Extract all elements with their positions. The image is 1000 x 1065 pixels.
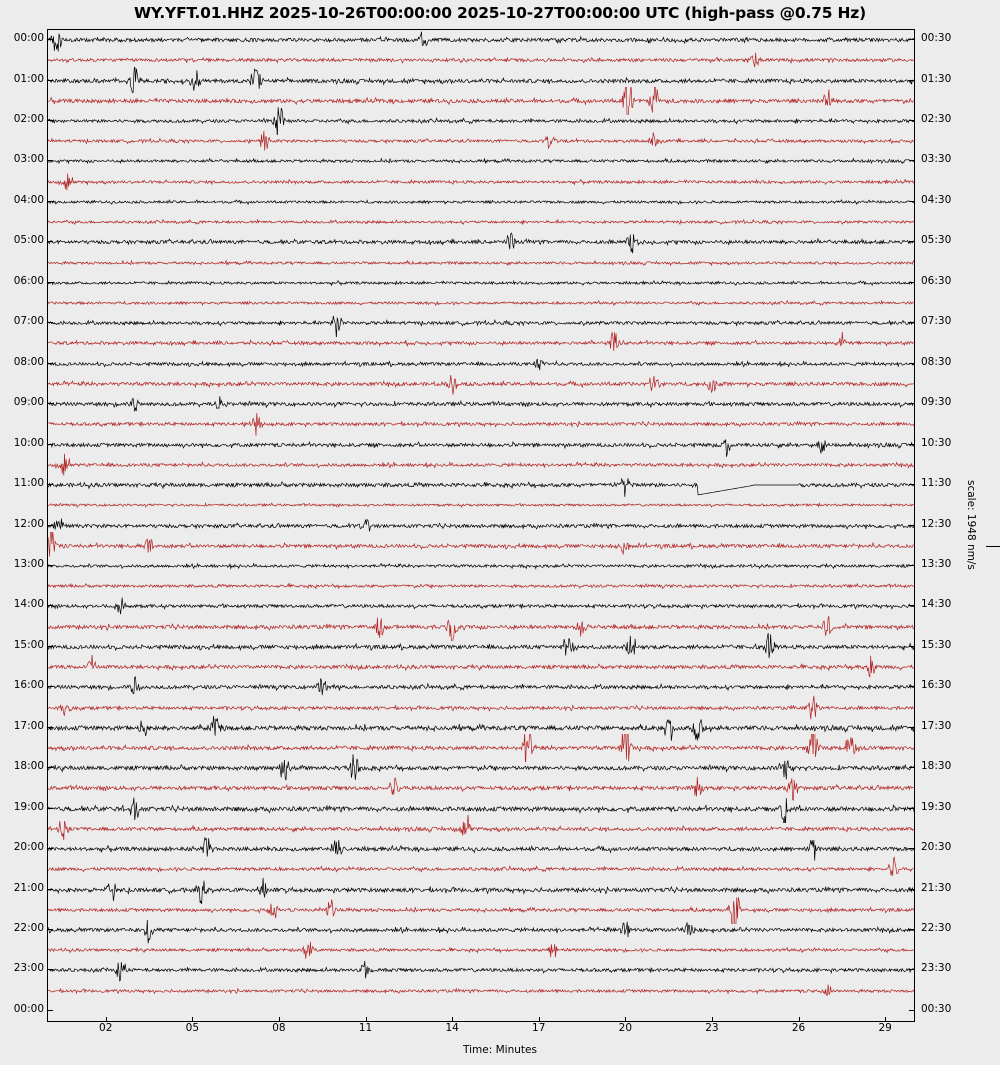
x-tick-label: 05 [185,1022,200,1034]
y-tick-mark-left [48,322,53,323]
y-tick-mark-left [48,969,53,970]
y-tick-left: 13:00 [13,557,44,570]
y-tick-right: 06:30 [921,274,952,287]
y-tick-mark-left [48,646,53,647]
x-tick-mark [885,1017,886,1022]
y-tick-right: 08:30 [921,355,952,368]
y-tick-mark-left [48,525,53,526]
y-tick-mark-right [909,1010,914,1011]
y-tick-mark-right [909,525,914,526]
page-title: WY.YFT.01.HHZ 2025-10-26T00:00:00 2025-10-27T00:00:00 UTC (high-pass @0.75 Hz) [134,4,866,22]
y-tick-mark-right [909,686,914,687]
y-tick-mark-right [909,889,914,890]
y-tick-left: 06:00 [13,274,44,287]
x-tick-mark [366,1017,367,1022]
x-tick-mark [539,1017,540,1022]
x-tick-mark [712,1017,713,1022]
y-tick-right: 18:30 [921,760,952,773]
y-tick-mark-right [909,282,914,283]
y-tick-right: 01:30 [921,72,952,85]
x-tick-mark [799,1017,800,1022]
y-tick-right: 23:30 [921,962,952,975]
x-tick-mark [452,1017,453,1022]
y-tick-left: 07:00 [13,315,44,328]
y-tick-mark-right [909,160,914,161]
y-tick-left: 05:00 [13,234,44,247]
y-tick-right: 05:30 [921,234,952,247]
y-tick-mark-left [48,160,53,161]
y-tick-left: 10:00 [13,436,44,449]
y-tick-mark-right [909,969,914,970]
y-tick-left: 03:00 [13,153,44,166]
y-tick-mark-left [48,767,53,768]
y-tick-mark-right [909,767,914,768]
x-tick-label: 08 [272,1022,286,1034]
y-tick-right: 03:30 [921,153,952,166]
y-tick-right: 00:30 [921,1002,952,1015]
y-tick-mark-left [48,605,53,606]
y-tick-mark-left [48,201,53,202]
y-tick-right: 21:30 [921,881,952,894]
scale-label: scale: 1948 nm/s [965,480,977,570]
y-tick-right: 09:30 [921,396,952,409]
y-tick-mark-right [909,80,914,81]
y-tick-left: 08:00 [13,355,44,368]
y-tick-mark-left [48,80,53,81]
y-tick-mark-right [909,565,914,566]
y-tick-left: 00:00 [13,1002,44,1015]
x-tick-label: 17 [532,1022,546,1034]
y-tick-mark-left [48,727,53,728]
y-tick-right: 04:30 [921,193,952,206]
y-tick-mark-right [909,646,914,647]
y-tick-left: 22:00 [13,921,44,934]
y-tick-mark-left [48,484,53,485]
y-tick-mark-right [909,848,914,849]
helicorder-plot [47,29,915,1022]
y-tick-mark-left [48,1010,53,1011]
y-tick-mark-left [48,403,53,404]
y-tick-mark-left [48,363,53,364]
y-tick-right: 16:30 [921,679,952,692]
y-tick-mark-left [48,120,53,121]
x-tick-label: 20 [618,1022,633,1034]
y-tick-left: 09:00 [13,396,44,409]
x-tick-mark [279,1017,280,1022]
y-tick-mark-right [909,484,914,485]
x-tick-label: 11 [358,1022,373,1034]
y-tick-mark-left [48,848,53,849]
y-tick-left: 12:00 [13,517,44,530]
y-tick-right: 02:30 [921,113,952,125]
x-tick-label: 29 [878,1022,892,1034]
y-tick-right: 12:30 [921,517,952,530]
y-tick-right: 10:30 [921,436,952,449]
x-tick-mark [192,1017,193,1022]
y-tick-mark-right [909,403,914,404]
x-tick-label: 23 [705,1022,719,1034]
y-tick-left: 23:00 [13,962,44,975]
y-tick-mark-left [48,929,53,930]
y-tick-right: 14:30 [921,598,952,611]
y-tick-mark-right [909,39,914,40]
y-tick-right: 22:30 [921,921,952,934]
x-tick-label: 26 [791,1022,806,1034]
y-tick-mark-left [48,889,53,890]
y-tick-mark-left [48,241,53,242]
y-tick-left: 00:00 [13,32,44,45]
y-tick-left: 04:00 [13,193,44,206]
y-tick-mark-right [909,444,914,445]
x-tick-mark [625,1017,626,1022]
y-tick-mark-left [48,444,53,445]
y-tick-mark-right [909,808,914,809]
y-tick-mark-right [909,322,914,323]
seismic-trace [48,977,914,1005]
y-tick-left: 18:00 [13,760,44,773]
y-tick-right: 00:30 [921,32,952,45]
y-tick-mark-left [48,686,53,687]
x-tick-mark [106,1017,107,1022]
y-tick-left: 19:00 [13,800,44,813]
y-tick-left: 02:00 [13,113,44,125]
x-tick-label: 14 [445,1022,459,1034]
y-tick-left: 15:00 [13,638,44,651]
y-tick-mark-right [909,241,914,242]
y-tick-mark-right [909,605,914,606]
y-tick-right: 17:30 [921,719,952,732]
y-tick-left: 01:00 [13,72,44,85]
y-tick-left: 11:00 [13,477,44,490]
y-tick-mark-right [909,363,914,364]
y-tick-right: 19:30 [921,800,952,813]
y-tick-mark-right [909,929,914,930]
y-tick-left: 16:00 [13,679,44,692]
y-tick-mark-right [909,201,914,202]
y-tick-right: 13:30 [921,557,952,570]
y-tick-left: 17:00 [13,719,44,732]
y-tick-mark-left [48,39,53,40]
y-tick-left: 21:00 [13,881,44,894]
y-tick-mark-right [909,120,914,121]
y-tick-right: 20:30 [921,841,952,854]
y-tick-right: 11:30 [921,477,952,490]
y-tick-mark-left [48,808,53,809]
scale-bar [986,546,1000,547]
x-axis-label: Time: Minutes [463,1044,537,1056]
y-tick-right: 07:30 [921,315,952,328]
y-tick-mark-left [48,565,53,566]
y-tick-left: 20:00 [13,841,44,854]
y-tick-mark-left [48,282,53,283]
y-tick-mark-right [909,727,914,728]
y-tick-left: 14:00 [13,598,44,611]
y-tick-right: 15:30 [921,638,952,651]
x-tick-label: 02 [99,1022,113,1034]
